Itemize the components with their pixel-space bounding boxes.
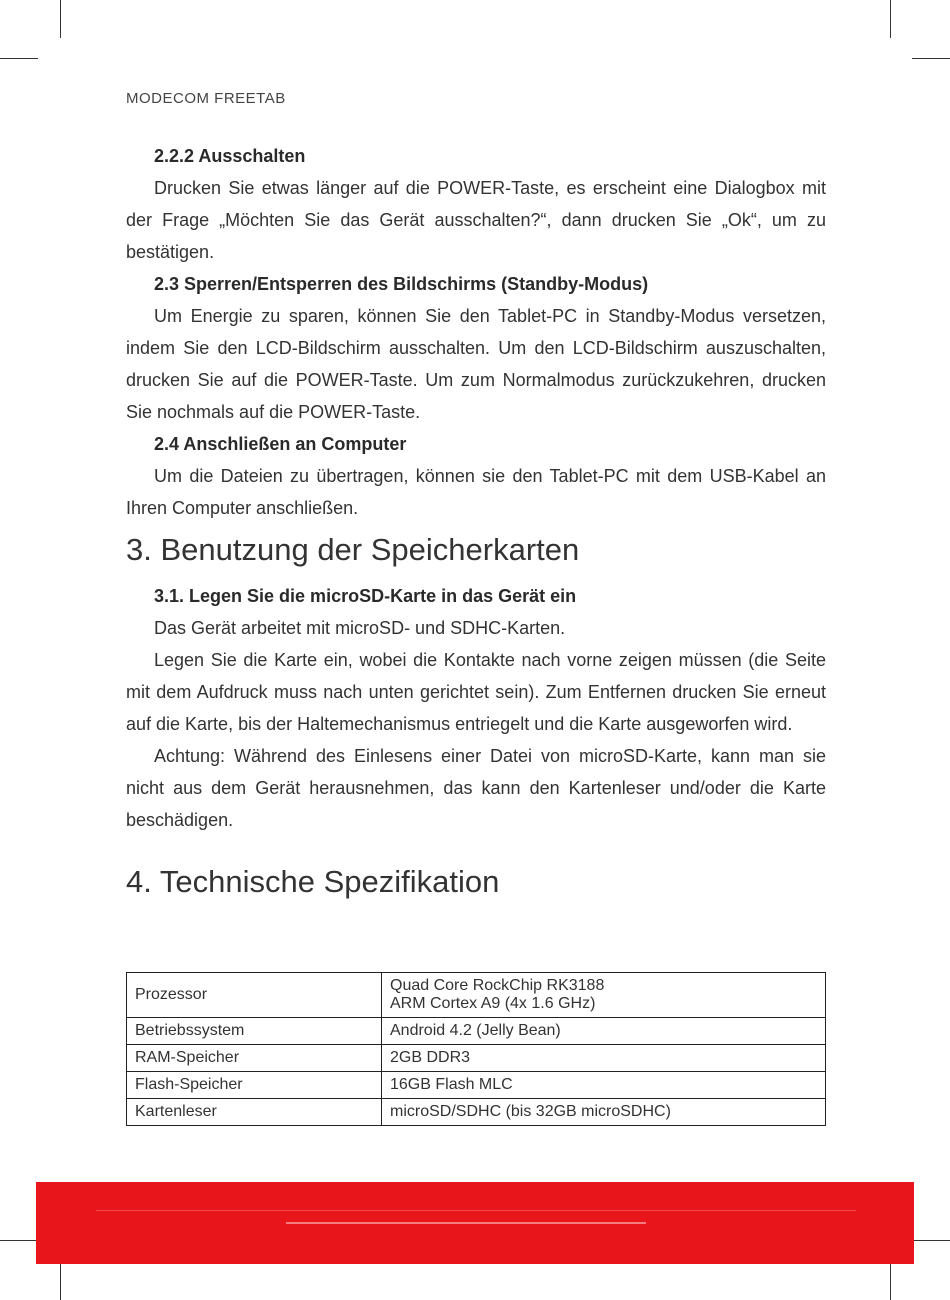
- section-4-heading: 4. Technische Spezifikation: [126, 864, 500, 899]
- table-row: [127, 973, 826, 1018]
- section-2-4-heading: 2.4 Anschließen an Computer: [154, 434, 407, 454]
- spec-value: [382, 973, 826, 1018]
- section-2-4-paragraph: Um die Dateien zu übertragen, können sie den Tablet-PC mit dem USB-Kabel an Ihren Computer anschließen.: [126, 466, 826, 518]
- section-2-3-heading: 2.3 Sperren/Entsperren des Bildschirms (Standby-Modus): [154, 274, 649, 294]
- section-3-1-paragraph-3: Achtung: Während des Einlesens einer Datei von microSD-Karte, kann man sie nicht aus dem Gerät herausnehmen, das kann den Kartenleser und/oder die Karte beschädigen.: [126, 746, 826, 830]
- table-row: [127, 1018, 826, 1045]
- spec-value-line: ARM Cortex A9 (4x 1.6 GHz): [390, 995, 596, 1012]
- running-header: MODECOM FREETAB: [126, 90, 286, 107]
- table-row: [127, 1045, 826, 1072]
- spec-key: Betriebssystem: [127, 1018, 382, 1045]
- footer-band-stripe: [96, 1210, 856, 1211]
- spec-key: Kartenleser: [127, 1099, 382, 1126]
- footer-red-band: [36, 1182, 914, 1264]
- spec-key: RAM-Speicher: [127, 1045, 382, 1072]
- footer-band-highlight: [286, 1222, 646, 1224]
- section-3-1-paragraph-1: Das Gerät arbeitet mit microSD- und SDHC-Karten.: [154, 618, 566, 638]
- spec-value: Android 4.2 (Jelly Bean): [382, 1018, 826, 1045]
- spec-value-line: Quad Core RockChip RK3188: [390, 977, 605, 994]
- table-row: [127, 1072, 826, 1099]
- crop-mark-top-left: [60, 0, 61, 38]
- section-3-1-paragraph-2: Legen Sie die Karte ein, wobei die Kontakte nach vorne zeigen müssen (die Seite mit dem Aufdruck muss nach unten gerichtet sein). Zum Entfernen drucken Sie erneut auf die Karte, bis der Haltemechanismus entriegelt und die Karte ausgeworfen wird.: [126, 650, 826, 734]
- crop-mark-left-bottom: [0, 1240, 38, 1241]
- spec-key: Prozessor: [127, 973, 382, 1018]
- spec-key: Flash-Speicher: [127, 1072, 382, 1099]
- table-row: [127, 1099, 826, 1126]
- spec-value: microSD/SDHC (bis 32GB microSDHC): [382, 1099, 826, 1126]
- crop-mark-bottom-right: [890, 1262, 891, 1300]
- crop-mark-right-top: [912, 58, 950, 59]
- spec-value: 2GB DDR3: [382, 1045, 826, 1072]
- crop-mark-top-right: [890, 0, 891, 38]
- spec-table: [126, 972, 826, 1126]
- section-3-heading: 3. Benutzung der Speicherkarten: [126, 532, 580, 567]
- crop-mark-left-top: [0, 58, 38, 59]
- page-content: [126, 140, 826, 902]
- section-2-2-2-heading: 2.2.2 Ausschalten: [154, 146, 306, 166]
- crop-mark-bottom-left: [60, 1262, 61, 1300]
- spec-value: 16GB Flash MLC: [382, 1072, 826, 1099]
- section-2-2-2-paragraph: Drucken Sie etwas länger auf die POWER-Taste, es erscheint eine Dialogbox mit der Frage „Möchten Sie das Gerät ausschalten?“, dann drucken Sie „Ok“, um zu bestätigen.: [126, 178, 826, 262]
- section-3-1-heading: 3.1. Legen Sie die microSD-Karte in das Gerät ein: [154, 586, 577, 606]
- section-2-3-paragraph: Um Energie zu sparen, können Sie den Tablet-PC in Standby-Modus versetzen, indem Sie den LCD-Bildschirm ausschalten. Um den LCD-Bildschirm auszuschalten, drucken Sie auf die POWER-Taste. Um zum Normalmodus zurückzukehren, drucken Sie nochmals auf die POWER-Taste.: [126, 306, 826, 422]
- crop-mark-right-bottom: [912, 1240, 950, 1241]
